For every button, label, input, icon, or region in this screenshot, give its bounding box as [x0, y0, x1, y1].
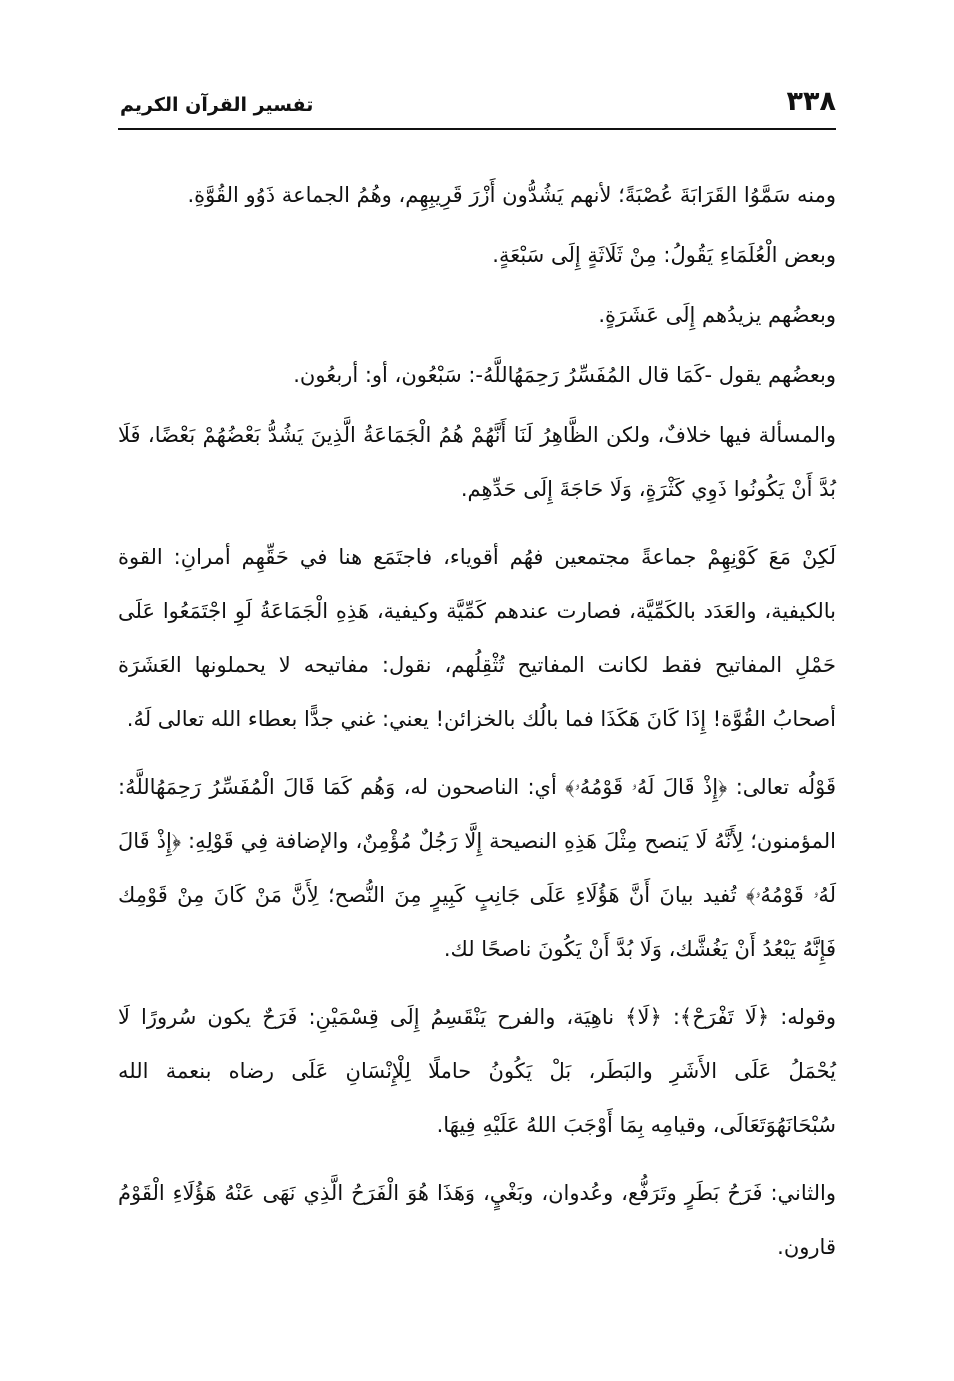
paragraph-3: وبعضُهم يزيدُهم إِلَى عَشَرَةٍ. — [598, 303, 836, 327]
page-body — [118, 168, 836, 1280]
paragraph-5: والمسألة فيها خلافٌ، ولكن الظَّاهِرُ لَنَا أَنَّهُمْ هُمُ الْجَمَاعَةُ الَّذِينَ يَشُدُّ بَعْضُهُمْ بَعْضًا، فَلَا بُدَّ أَنْ يَكُونُوا ذَوِي كَثْرَةٍ، وَلَا حَاجَةَ إِلَى حَدِّهِم. — [118, 423, 836, 501]
paragraph-2: وبعض الْعُلَمَاءِ يَقُولُ: مِنْ ثَلَاثَةٍ إِلَى سَبْعَةٍ. — [492, 243, 836, 267]
paragraph-9: والثاني: فَرَحُ بَطَرٍ وتَرَفُّع، وعُدوان، وبَغْيٍ، وَهَذَا هُوَ الْفَرَحُ الَّذِي نَهَى عَنْهُ هَؤُلَاءِ الْقَوْمُ قارون. — [118, 1181, 836, 1259]
paragraph-8: وقوله: ﴿لَا تَفْرَحْ﴾: ﴿لَا﴾ ناهِيَة، والفرح يَنْقَسِمُ إِلَى قِسْمَيْنِ: فَرَحٌ يكون سُرورًا لَا يُحْمَلُ عَلَى الأَشَرِ والبَطَر، بَلْ يَكُونُ حاملًا لِلْإِنْسَانِ عَلَى رضاه بنعمة الله سُبْحَانَهُوَتَعَالَى، وقيامِه بِمَا أَوْجَبَ اللهُ عَلَيْهِ فِيهَا. — [118, 1005, 836, 1137]
page-header — [120, 84, 836, 128]
paragraph-4: وبعضُهم يقول -كَمَا قال المُفَسِّرُ رَحِمَهُاللَّهُ-: سَبْعُون، أو: أربعُون. — [293, 363, 836, 387]
header-divider — [118, 128, 836, 130]
paragraph-1: ومنه سَمَّوُا القَرَابَةَ عُصْبَةً؛ لأنهم يَشُدُّون أَزْرَ قَرِيبِهِم، وهُمُ الجماعة ذَوُو القُوَّةِ. — [187, 183, 836, 207]
paragraph-7: قَوْلُه تعالى: ﴿إِذْ قَالَ لَهُۥ قَوْمُهُۥ﴾ أي: الناصحون له، وَهُم كَمَا قَالَ الْمُفَسِّرُ رَحِمَهُاللَّهُ: المؤمنون؛ لِأَنَّهُ لَا يَنصح مِثْلَ هَذِهِ النصيحة إِلَّا رَجُلٌ مُؤْمِنٌ، والإضافة فِي قَوْلِهِ: ﴿إِذْ قَالَ لَهُۥ قَوْمُهُۥ﴾ تُفيد بيانَ أَنَّ هَؤُلَاءِ عَلَى جَانِبٍ كَبِيرٍ مِنَ النُّصح؛ لِأَنَّ مَنْ كَانَ مِنْ قَوْمِك فَإِنَّهُ يَبْعُدُ أَنْ يَغُشَّك، وَلَا بُدَّ أَنْ يَكُونَ ناصحًا لك. — [118, 775, 836, 961]
page-number: ٣٣٨ — [786, 86, 836, 117]
paragraph-6: لَكِنْ مَعَ كَوْنِهِمْ جماعةً مجتمعين فهُم أقوياء، فاجتَمَع هنا في حَقِّهِم أمرانِ: القوة بالكيفية، والعَدَد بالكَمِّيَّة، فصارت عندهم كَمِّيَّة وكيفية، هَذِهِ الْجَمَاعَةُ لَوِ اجْتَمَعُوا عَلَى حَمْلِ المفاتيح فقط لكانت المفاتيح تُثْقِلُهم، نقول: مفاتيحه لا يحملونها العَشَرَة أصحابُ القُوَّة! إِذَا كَانَ هَكَذَا فما بالُك بالخزائن! يعني: غني جدًّا بعطاء الله تعالى لَهُ. — [118, 545, 836, 731]
book-title: تفسير القرآن الكريم — [120, 94, 314, 116]
